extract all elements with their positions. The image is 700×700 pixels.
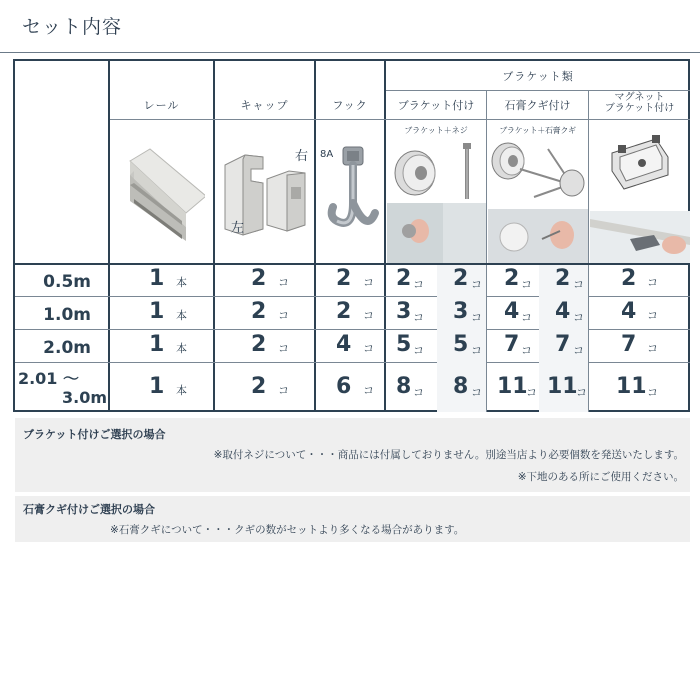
nail-qty: 4 [555, 299, 571, 324]
rail-unit: 本 [176, 309, 187, 322]
note-heading: 石膏クギ付けご選択の場合 [23, 503, 155, 516]
bracket-unit: コ [521, 311, 532, 324]
bracket-unit: コ [521, 344, 532, 357]
nail-qty: 2 [555, 266, 571, 291]
row-label-line1: 2.01 〜 [17, 369, 79, 388]
rail-qty: 1 [149, 266, 165, 291]
screw-qty: 8 [453, 374, 469, 399]
nail-unit: コ [573, 311, 584, 324]
nail-qty: 7 [555, 332, 571, 357]
nail-qty: 11 [547, 374, 578, 399]
hook-unit: コ [363, 276, 374, 289]
rail-qty: 1 [149, 374, 165, 399]
title-bar [0, 0, 700, 53]
screw-unit: コ [471, 386, 482, 399]
cap-right-label: 右 [295, 149, 309, 164]
header-magnet-line2: ブラケット付け [604, 103, 675, 114]
cap-unit: コ [278, 309, 289, 322]
cap-qty: 2 [251, 266, 267, 291]
magnet-qty: 7 [621, 332, 637, 357]
rail-unit: 本 [176, 384, 187, 397]
magnet-qty: 4 [621, 299, 637, 324]
bracket-qty: 7 [504, 332, 520, 357]
nail-unit: コ [573, 278, 584, 291]
cap-qty: 2 [251, 332, 267, 357]
hook-size-label: 8A [320, 149, 334, 160]
note-line: ※取付ネジについて・・・商品には付属しておりません。別途当店より必要個数を発送いたします。 [213, 449, 684, 461]
bracket-nail-image [488, 139, 588, 263]
bracket-qty: 11 [497, 374, 528, 399]
rail-qty: 1 [149, 299, 165, 324]
magnet-bracket-image [590, 127, 690, 263]
set-contents-table [13, 59, 690, 412]
screw-unit: コ [471, 278, 482, 291]
cap-qty: 2 [251, 299, 267, 324]
cap-unit: コ [278, 342, 289, 355]
bracket-screw-caption: ブラケット＋ネジ [404, 126, 468, 135]
header-magnet-line1: マグネット [614, 92, 665, 103]
row-label: 2.0m [43, 338, 91, 358]
note-heading: ブラケット付けご選択の場合 [23, 428, 166, 441]
screw-qty: 2 [453, 266, 469, 291]
rail-unit: 本 [176, 342, 187, 355]
hook-qty: 4 [336, 332, 352, 357]
magnet-qty: 11 [616, 374, 647, 399]
row-label-line2: 3.0m [61, 388, 107, 407]
hook-image [327, 141, 383, 241]
bracket-screw-note [15, 418, 690, 492]
row-label: 1.0m [43, 305, 91, 325]
bracket-qty: 2 [396, 266, 412, 291]
header-bracket-nail: 石膏クギ付け [504, 99, 571, 112]
magnet-unit: コ [647, 276, 658, 289]
magnet-unit: コ [647, 386, 658, 399]
header-cap: キャップ [240, 99, 289, 112]
cap-unit: コ [278, 276, 289, 289]
bracket-unit: コ [521, 278, 532, 291]
magnet-unit: コ [647, 342, 658, 355]
hook-qty: 6 [336, 374, 352, 399]
magnet-qty: 2 [621, 266, 637, 291]
page-title: セット内容 [22, 16, 123, 38]
hook-qty: 2 [336, 299, 352, 324]
bracket-nail-caption: ブラケット＋石膏クギ [499, 126, 576, 135]
header-rail: レール [143, 99, 180, 112]
cap-left-label: 左 [231, 221, 245, 236]
bracket-unit: コ [413, 311, 424, 324]
nail-unit: コ [576, 386, 587, 399]
rail-image [120, 141, 205, 241]
bracket-unit: コ [413, 344, 424, 357]
hook-unit: コ [363, 309, 374, 322]
rail-qty: 1 [149, 332, 165, 357]
cap-unit: コ [278, 384, 289, 397]
hook-unit: コ [363, 342, 374, 355]
header-bracket-group: ブラケット類 [502, 70, 574, 83]
bracket-qty: 4 [504, 299, 520, 324]
bracket-nail-note [15, 496, 690, 542]
nail-unit: コ [573, 344, 584, 357]
bracket-qty: 8 [396, 374, 412, 399]
screw-qty: 5 [453, 332, 469, 357]
bracket-unit: コ [413, 278, 424, 291]
rail-unit: 本 [176, 276, 187, 289]
magnet-unit: コ [647, 309, 658, 322]
bracket-qty: 2 [504, 266, 520, 291]
bracket-qty: 3 [396, 299, 412, 324]
header-bracket-screw: ブラケット付け [397, 99, 475, 112]
bracket-unit: コ [526, 386, 537, 399]
bracket-screw-image [387, 139, 486, 263]
header-magnet [589, 92, 690, 114]
hook-unit: コ [363, 384, 374, 397]
note-line: ※石膏クギについて・・・クギの数がセットより多くなる場合があります。 [110, 524, 465, 536]
cap-qty: 2 [251, 374, 267, 399]
screw-qty: 3 [453, 299, 469, 324]
bracket-qty: 5 [396, 332, 412, 357]
header-hook: フック [332, 99, 368, 112]
screw-unit: コ [471, 344, 482, 357]
row-label: 0.5m [43, 272, 91, 292]
screw-unit: コ [471, 311, 482, 324]
bracket-unit: コ [413, 386, 424, 399]
note-line: ※下地のある所にご使用ください。 [517, 471, 684, 483]
hook-qty: 2 [336, 266, 352, 291]
